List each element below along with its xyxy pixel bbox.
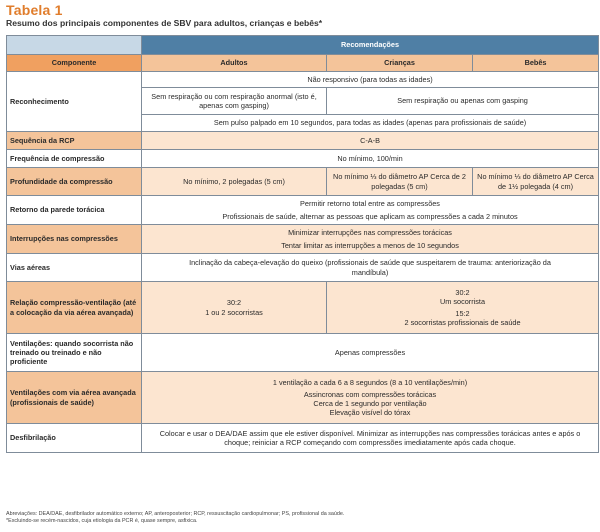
header-recomendacoes: Recomendações	[142, 36, 599, 55]
cell-desfibrilacao: Colocar e usar o DEA/DAE assim que ele estiver disponível. Minimizar as interrupções nas compressões torácicas antes e após o choque; reiniciar a RCP começando com compressões imediatamente após cada choque.	[142, 424, 599, 453]
table-row	[7, 72, 599, 88]
cell-reconhecimento-criancas-bebes: Sem respiração ou apenas com gasping	[327, 88, 599, 115]
cell-retorno	[142, 196, 599, 225]
cell-interrupcoes-line1: Minimizar interrupções nas compressões torácicas	[288, 228, 452, 238]
cell-relacao-cb-text2: 2 socorristas profissionais de saúde	[404, 318, 521, 328]
cell-ventilacoes-via-line4: Elevação visível do tórax	[329, 408, 411, 418]
table-row	[7, 424, 599, 453]
cell-frequencia: No mínimo, 100/min	[142, 150, 599, 168]
header-corner	[7, 36, 142, 55]
cell-profundidade-criancas: No mínimo ⅓ do diâmetro AP Cerca de 2 polegadas (5 cm)	[327, 168, 473, 196]
cell-reconhecimento-adultos: Sem respiração ou com respiração anormal (isto é, apenas com gasping)	[142, 88, 327, 115]
header-bebes: Bebês	[473, 55, 599, 72]
cell-relacao-cb-text1: Um socorrista	[440, 296, 486, 306]
table-row	[7, 254, 599, 282]
header-row-columns	[7, 55, 599, 72]
cell-vias: Inclinação da cabeça-elevação do queixo (profissionais de saúde que suspeitarem de trauma: anteriorização da mandíbula)	[142, 254, 599, 282]
row-label-reconhecimento: Reconhecimento	[7, 72, 142, 132]
table-row	[7, 334, 599, 372]
row-label-interrupcoes: Interrupções nas compressões	[7, 225, 142, 254]
footnotes	[6, 511, 596, 525]
row-label-sequencia: Sequência da RCP	[7, 132, 142, 150]
cell-sequencia: C-A-B	[142, 132, 599, 150]
cell-ventilacoes-via-line1: 1 ventilação a cada 6 a 8 segundos (8 a 10 ventilações/min)	[272, 377, 468, 387]
row-label-profundidade: Profundidade da compressão	[7, 168, 142, 196]
cell-relacao-criancas-bebes	[327, 282, 599, 334]
cell-reconhecimento-pulso: Sem pulso palpado em 10 segundos, para todas as idades (apenas para profissionais de saúde)	[142, 115, 599, 132]
cell-relacao-cb-ratio2: 15:2	[455, 309, 470, 318]
row-label-ventilacoes-leigo: Ventilações: quando socorrista não treinado ou treinado e não proficiente	[7, 334, 142, 372]
cell-ventilacoes-via-line2: Assincronas com compressões torácicas	[303, 389, 437, 399]
table-title: Tabela 1	[6, 2, 63, 18]
cell-relacao-adultos	[142, 282, 327, 334]
header-criancas: Crianças	[327, 55, 473, 72]
cell-ventilacoes-leigo: Apenas compressões	[142, 334, 599, 372]
table-subtitle: Resumo dos principais componentes de SBV para adultos, crianças e bebês*	[6, 18, 323, 28]
table-row	[7, 225, 599, 254]
cell-ventilacoes-via-line3: Cerca de 1 segundo por ventilação	[313, 399, 427, 408]
table-row	[7, 372, 599, 424]
table-row	[7, 132, 599, 150]
cell-interrupcoes-line2: Tentar limitar as interrupções a menos de 10 segundos	[281, 240, 459, 250]
header-adultos: Adultos	[142, 55, 327, 72]
cell-retorno-line1: Permitir retorno total entre as compressões	[300, 199, 440, 209]
footnote-abbreviations: Abreviações: DEA/DAE, desfibrilador automático externo; AP, anteroposterior; RCP, ressuscitação cardiopulmonar; PS, profissional da saúde.	[6, 511, 345, 517]
row-label-vias: Vias aéreas	[7, 254, 142, 282]
sbv-table	[6, 35, 599, 453]
cell-relacao-cb-ratio1: 30:2	[455, 287, 470, 297]
footnote-exclusion: *Excluindo-se recém-nascidos, cuja etiologia da PCR é, quase sempre, asfixica.	[6, 518, 198, 524]
table-row	[7, 196, 599, 225]
table-row	[7, 168, 599, 196]
row-label-relacao: Relação compressão-ventilação (até a colocação da via aérea avançada)	[7, 282, 142, 334]
cell-interrupcoes	[142, 225, 599, 254]
cell-profundidade-adultos: No mínimo, 2 polegadas (5 cm)	[142, 168, 327, 196]
row-label-frequencia: Frequência de compressão	[7, 150, 142, 168]
header-componente: Componente	[7, 55, 142, 72]
row-label-retorno: Retorno da parede torácica	[7, 196, 142, 225]
cell-relacao-adultos-text: 1 ou 2 socorristas	[205, 307, 263, 317]
cell-relacao-adultos-ratio: 30:2	[226, 298, 242, 308]
cell-profundidade-bebes: No mínimo ⅓ do diâmetro AP Cerca de 1½ polegada (4 cm)	[473, 168, 599, 196]
row-label-ventilacoes-via: Ventilações com via aérea avançada (profissionais de saúde)	[7, 372, 142, 424]
cell-retorno-line2: Profissionais de saúde, alternar as pessoas que aplicam as compressões a cada 2 minutos	[222, 211, 518, 221]
table-row	[7, 282, 599, 334]
cell-ventilacoes-via	[142, 372, 599, 424]
header-row-top	[7, 36, 599, 55]
table-row	[7, 150, 599, 168]
row-label-desfibrilacao: Desfibrilação	[7, 424, 142, 453]
cell-reconhecimento-all: Não responsivo (para todas as idades)	[142, 72, 599, 88]
